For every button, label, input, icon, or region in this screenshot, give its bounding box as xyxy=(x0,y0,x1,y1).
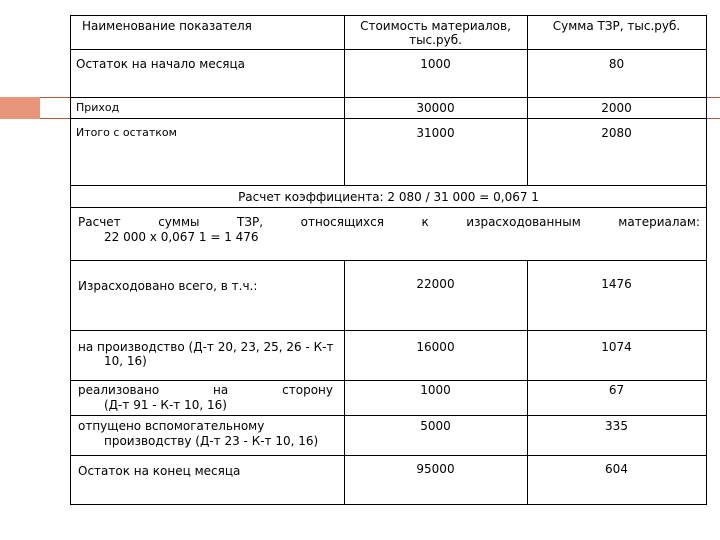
row-auxiliary-label: отпущено вспомогательному xyxy=(78,419,265,433)
row-opening-balance-tzr: 80 xyxy=(608,57,625,71)
row-divider xyxy=(70,118,707,119)
row-production-label-cont: 10, 16) xyxy=(104,354,147,368)
row-production-materials: 16000 xyxy=(416,340,455,354)
header-tzr-sum: Сумма ТЗР, тыс.руб. xyxy=(552,19,681,33)
header-materials-line1: Стоимость материалов, xyxy=(360,19,511,33)
slide-accent-bar xyxy=(0,97,40,119)
row-divider xyxy=(70,260,707,261)
row-sold-materials: 1000 xyxy=(420,383,451,397)
row-divider xyxy=(70,207,707,208)
calc-word: ТЗР, xyxy=(237,215,264,229)
row-receipt-materials: 30000 xyxy=(416,101,455,115)
row-opening-balance-materials: 1000 xyxy=(420,57,451,71)
coefficient-calculation: Расчет коэффициента: 2 080 / 31 000 = 0,067 1 xyxy=(238,190,539,204)
row-total-label: Итого с остатком xyxy=(76,126,177,139)
col-divider-2-top xyxy=(527,15,528,185)
row-receipt-tzr: 2000 xyxy=(601,101,632,115)
row-production-tzr: 1074 xyxy=(601,340,632,354)
row-auxiliary-label-cont: производству (Д-т 23 - К-т 10, 16) xyxy=(104,434,319,448)
header-materials-line2: тыс.руб. xyxy=(409,33,462,47)
calc-word: суммы xyxy=(158,215,200,229)
calc-word: Расчет xyxy=(78,215,121,229)
row-spent-total-materials: 22000 xyxy=(416,277,455,291)
row-divider xyxy=(70,330,707,331)
row-closing-balance-label: Остаток на конец месяца xyxy=(78,464,241,478)
tzr-calc-sentence xyxy=(78,215,700,229)
header-materials-cost xyxy=(344,19,527,47)
calc-word: израсходованным xyxy=(466,215,581,229)
row-divider xyxy=(70,97,707,98)
table-border-top xyxy=(70,15,707,16)
row-auxiliary-materials: 5000 xyxy=(420,419,451,433)
row-auxiliary-tzr: 335 xyxy=(605,419,628,433)
row-receipt-label: Приход xyxy=(76,101,120,114)
row-sold-tzr: 67 xyxy=(608,383,625,397)
row-closing-balance-tzr: 604 xyxy=(605,462,628,476)
row-divider xyxy=(70,415,707,416)
row-opening-balance-label: Остаток на начало месяца xyxy=(76,57,246,71)
row-sold-label-cont: (Д-т 91 - К-т 10, 16) xyxy=(104,398,227,412)
row-divider xyxy=(70,49,707,50)
table-border-bottom xyxy=(70,504,707,505)
row-sold-label: реализовано на сторону xyxy=(78,383,333,397)
calc-word: материалам: xyxy=(618,215,700,229)
row-production-label: на производство (Д-т 20, 23, 25, 26 - К-т xyxy=(78,340,334,354)
row-total-tzr: 2080 xyxy=(601,126,632,140)
row-divider xyxy=(70,380,707,381)
row-divider xyxy=(70,455,707,456)
calc-word: к xyxy=(421,215,429,229)
row-divider xyxy=(70,185,707,186)
calc-word: относящихся xyxy=(300,215,384,229)
row-spent-total-tzr: 1476 xyxy=(601,277,632,291)
row-closing-balance-materials: 95000 xyxy=(416,462,455,476)
header-indicator-name: Наименование показателя xyxy=(82,19,252,33)
tzr-calc-formula: 22 000 х 0,067 1 = 1 476 xyxy=(104,230,259,244)
materials-table xyxy=(70,15,707,505)
row-spent-total-label: Израсходовано всего, в т.ч.: xyxy=(78,279,258,293)
row-total-materials: 31000 xyxy=(416,126,455,140)
